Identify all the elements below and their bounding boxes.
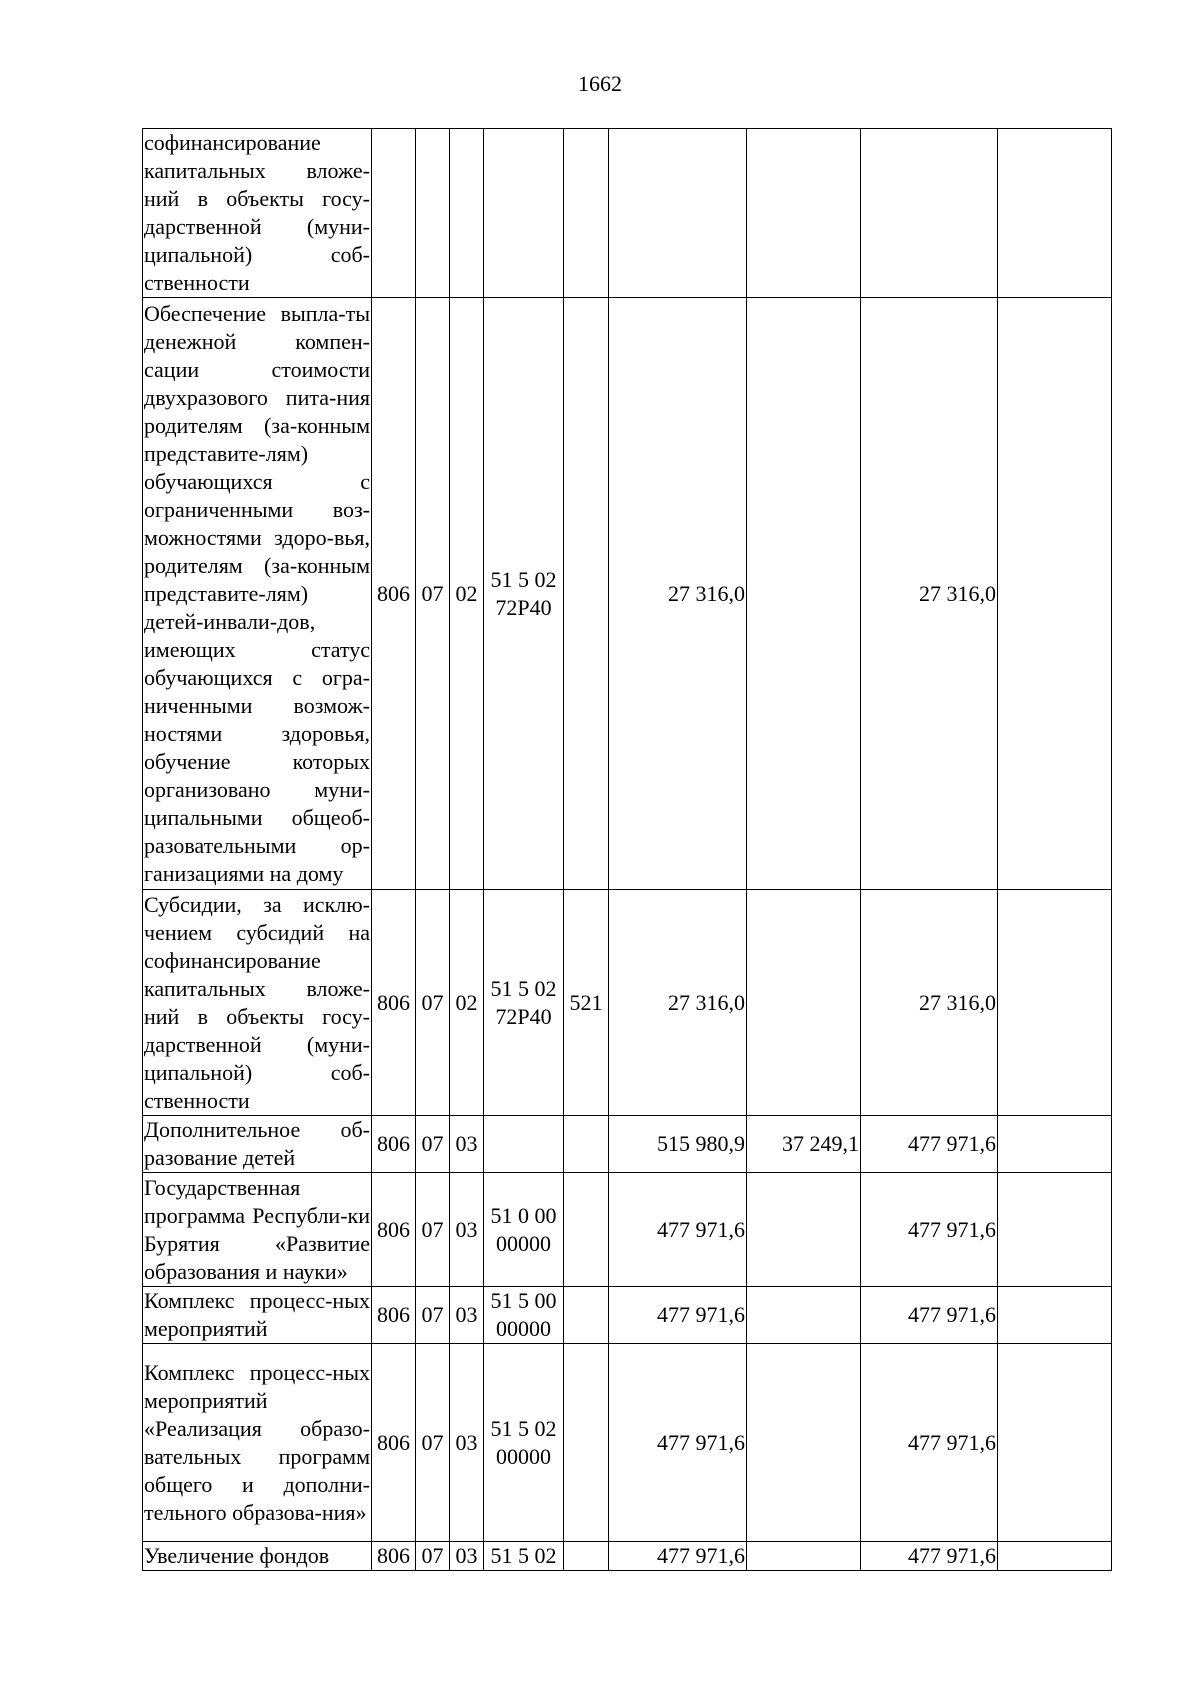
federal-amount xyxy=(747,1344,861,1542)
budget-table xyxy=(142,128,1112,1571)
target-article-code: 51 5 02 xyxy=(484,1542,564,1571)
target-article-code: 51 5 00 00000 xyxy=(484,1287,564,1344)
table-row xyxy=(143,1542,1112,1571)
section-code xyxy=(416,129,450,298)
expense-type-code xyxy=(564,298,609,890)
section-code: 07 xyxy=(416,890,450,1116)
total-amount: 515 980,9 xyxy=(609,1116,747,1173)
ministry-code: 806 xyxy=(372,298,416,890)
federal-amount xyxy=(747,129,861,298)
subsection-code xyxy=(450,129,484,298)
target-article-code: 51 5 02 72Р40 xyxy=(484,890,564,1116)
republic-amount: 477 971,6 xyxy=(861,1344,998,1542)
subsection-code: 03 xyxy=(450,1116,484,1173)
expense-type-code xyxy=(564,129,609,298)
row-name: Дополнительное об-разование детей xyxy=(143,1116,372,1173)
total-amount: 477 971,6 xyxy=(609,1542,747,1571)
republic-amount: 477 971,6 xyxy=(861,1173,998,1287)
expense-type-code xyxy=(564,1116,609,1173)
extra-amount xyxy=(998,890,1112,1116)
republic-amount: 477 971,6 xyxy=(861,1116,998,1173)
row-name: софинансирование капитальных вложе-ний в объекты госу-дарственной (муни-ципальной) соб-ственности xyxy=(143,129,372,298)
row-name: Увеличение фондов xyxy=(143,1542,372,1571)
federal-amount xyxy=(747,298,861,890)
table-row xyxy=(143,1116,1112,1173)
section-code: 07 xyxy=(416,1344,450,1542)
republic-amount: 477 971,6 xyxy=(861,1287,998,1344)
extra-amount xyxy=(998,129,1112,298)
republic-amount xyxy=(861,129,998,298)
target-article-code xyxy=(484,129,564,298)
subsection-code: 03 xyxy=(450,1173,484,1287)
ministry-code: 806 xyxy=(372,1344,416,1542)
ministry-code: 806 xyxy=(372,1542,416,1571)
federal-amount: 37 249,1 xyxy=(747,1116,861,1173)
federal-amount xyxy=(747,890,861,1116)
total-amount: 27 316,0 xyxy=(609,298,747,890)
page-number: 1662 xyxy=(578,71,622,96)
total-amount: 27 316,0 xyxy=(609,890,747,1116)
subsection-code: 03 xyxy=(450,1542,484,1571)
row-name: Комплекс процесс-ных мероприятий «Реализация образо-вательных программ общего и дополни-тельного образова-ния» xyxy=(143,1344,372,1542)
extra-amount xyxy=(998,1287,1112,1344)
total-amount: 477 971,6 xyxy=(609,1344,747,1542)
ministry-code: 806 xyxy=(372,890,416,1116)
extra-amount xyxy=(998,1542,1112,1571)
ministry-code: 806 xyxy=(372,1173,416,1287)
extra-amount xyxy=(998,1344,1112,1542)
table-row xyxy=(143,1344,1112,1542)
ministry-code: 806 xyxy=(372,1116,416,1173)
republic-amount: 27 316,0 xyxy=(861,890,998,1116)
extra-amount xyxy=(998,1116,1112,1173)
republic-amount: 27 316,0 xyxy=(861,298,998,890)
republic-amount: 477 971,6 xyxy=(861,1542,998,1571)
row-name: Государственная программа Республи-ки Бурятия «Развитие образования и науки» xyxy=(143,1173,372,1287)
ministry-code xyxy=(372,129,416,298)
row-name: Субсидии, за исклю-чением субсидий на софинансирование капитальных вложе-ний в объекты госу-дарственной (муни-ципальной) соб-ственности xyxy=(143,890,372,1116)
target-article-code: 51 5 02 00000 xyxy=(484,1344,564,1542)
section-code: 07 xyxy=(416,1542,450,1571)
expense-type-code xyxy=(564,1542,609,1571)
table-row xyxy=(143,1287,1112,1344)
target-article-code: 51 5 02 72Р40 xyxy=(484,298,564,890)
subsection-code: 02 xyxy=(450,298,484,890)
subsection-code: 03 xyxy=(450,1287,484,1344)
federal-amount xyxy=(747,1287,861,1344)
total-amount xyxy=(609,129,747,298)
federal-amount xyxy=(747,1173,861,1287)
row-name: Комплекс процесс-ных мероприятий xyxy=(143,1287,372,1344)
target-article-code: 51 0 00 00000 xyxy=(484,1173,564,1287)
table-row xyxy=(143,1173,1112,1287)
total-amount: 477 971,6 xyxy=(609,1173,747,1287)
expense-type-code xyxy=(564,1344,609,1542)
target-article-code xyxy=(484,1116,564,1173)
federal-amount xyxy=(747,1542,861,1571)
expense-type-code: 521 xyxy=(564,890,609,1116)
expense-type-code xyxy=(564,1173,609,1287)
section-code: 07 xyxy=(416,1173,450,1287)
table-row xyxy=(143,890,1112,1116)
total-amount: 477 971,6 xyxy=(609,1287,747,1344)
extra-amount xyxy=(998,1173,1112,1287)
expense-type-code xyxy=(564,1287,609,1344)
subsection-code: 03 xyxy=(450,1344,484,1542)
subsection-code: 02 xyxy=(450,890,484,1116)
extra-amount xyxy=(998,298,1112,890)
row-name: Обеспечение выпла-ты денежной компен-сации стоимости двухразового пита-ния родителям (за-конным представите-лям) обучающихся с ограниченными воз-можностями здоро-вья, родителям (за-конным представите-лям) детей-инвали-дов, имеющих статус обучающихся с огра-ниченными возмож-ностями здоровья, обучение которых организовано муни-ципальными общеоб-разовательными ор-ганизациями на дому xyxy=(143,298,372,890)
section-code: 07 xyxy=(416,1287,450,1344)
ministry-code: 806 xyxy=(372,1287,416,1344)
section-code: 07 xyxy=(416,298,450,890)
table-row xyxy=(143,298,1112,890)
table-row xyxy=(143,129,1112,298)
section-code: 07 xyxy=(416,1116,450,1173)
